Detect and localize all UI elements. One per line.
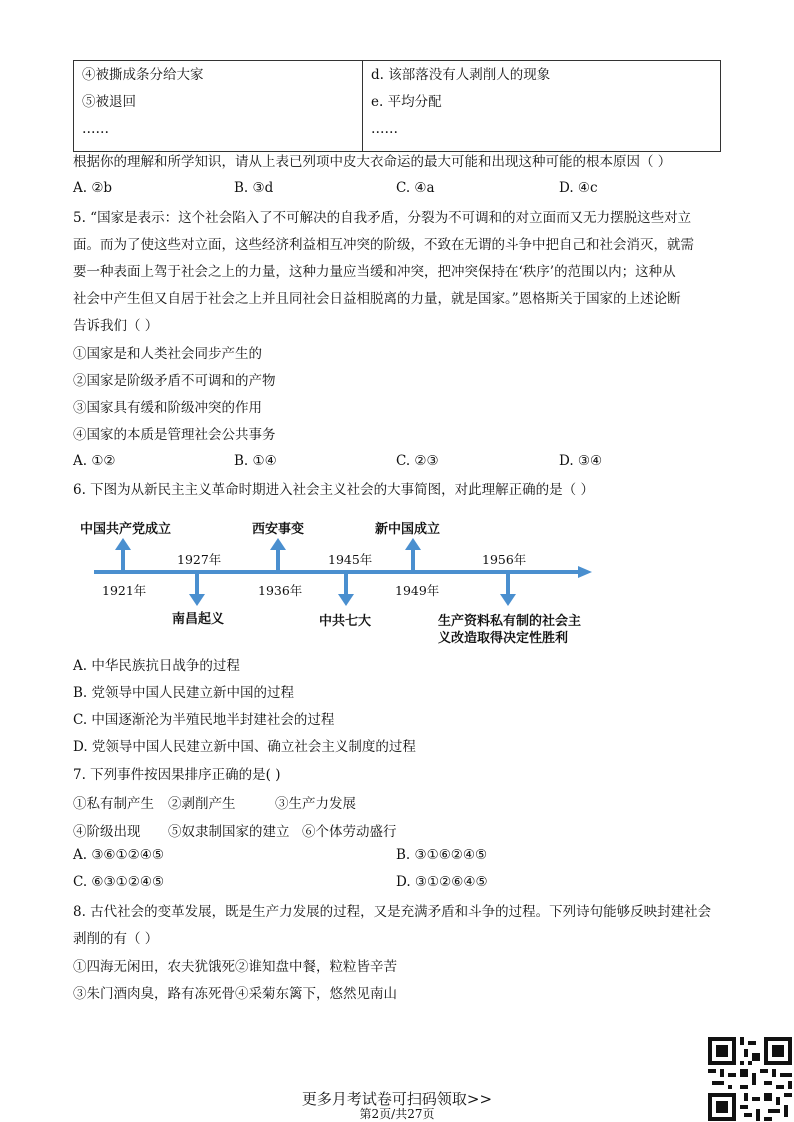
event-seventh-congress: 中共七大 <box>319 614 372 629</box>
table-left-item: ⑤被退回 <box>82 94 136 110</box>
q5-item: ①国家是和人类社会同步产生的 <box>73 346 262 362</box>
down-arrow-shaft <box>506 572 510 596</box>
down-arrow-head <box>189 594 205 606</box>
q7-option-b[interactable]: B. ③①⑥②④⑤ <box>396 847 488 863</box>
q6-option-c[interactable]: C. 中国逐渐沦为半殖民地半封建社会的过程 <box>73 712 335 728</box>
info-table <box>73 60 721 152</box>
q5-option-a[interactable]: A. ①② <box>73 453 116 469</box>
down-arrow-shaft <box>344 572 348 596</box>
table-right-item: …… <box>371 121 398 137</box>
up-arrow-shaft <box>411 548 415 572</box>
q4-stem: 根据你的理解和所学知识，请从上表已列项中皮大衣命运的最大可能和出现这种可能的根本原因（ ） <box>73 154 672 170</box>
q4-option-b[interactable]: B. ③d <box>234 180 274 196</box>
table-left-item: ④被撕成条分给大家 <box>82 67 204 83</box>
q7-item: ⑤奴隶制国家的建立 <box>168 824 290 840</box>
q5-stem-line: 面。而为了使这些对立面，这些经济利益相互冲突的阶级，不致在无谓的斗争中把自己和社会消灭，就需 <box>73 237 694 253</box>
q6-option-d[interactable]: D. 党领导中国人民建立新中国、确立社会主义制度的过程 <box>73 739 416 755</box>
q5-item: ③国家具有缓和阶级冲突的作用 <box>73 400 262 416</box>
q8-item: ③朱门酒肉臭，路有冻死骨④采菊东篱下，悠然见南山 <box>73 986 397 1002</box>
q7-item: ④阶级出现 <box>73 824 141 840</box>
event-socialist-transformation: 生产资料私有制的社会主 <box>438 614 582 629</box>
q6-option-a[interactable]: A. 中华民族抗日战争的过程 <box>73 658 240 674</box>
q7-item: ⑥个体劳动盛行 <box>302 824 397 840</box>
promo-text[interactable]: 更多月考试卷可扫码领取>> <box>301 1090 493 1108</box>
timeline-axis-head <box>578 566 592 578</box>
q7-item: ①私有制产生 <box>73 796 154 812</box>
q6-option-b[interactable]: B. 党领导中国人民建立新中国的过程 <box>73 685 295 701</box>
table-left-item: …… <box>82 121 109 137</box>
q5-stem-line: 5. “国家是表示：这个社会陷入了不可解决的自我矛盾，分裂为不可调和的对立面而又无力摆脱这些对立 <box>73 210 692 226</box>
q5-item: ②国家是阶级矛盾不可调和的产物 <box>73 373 276 389</box>
q5-stem-line: 要一种表面上驾于社会之上的力量，这种力量应当缓和冲突，把冲突保持在‘秩序’的范围以内；这种从 <box>73 264 676 280</box>
up-arrow-head <box>270 538 286 550</box>
q5-option-b[interactable]: B. ①④ <box>234 453 277 469</box>
q7-stem: 7. 下列事件按因果排序正确的是( ) <box>73 767 281 783</box>
year-label: 1949年 <box>395 583 440 598</box>
event-socialist-transformation-2: 义改造取得决定性胜利 <box>438 631 569 646</box>
q8-stem-line: 8. 古代社会的变革发展，既是生产力发展的过程，又是充满矛盾和斗争的过程。下列诗句能够反映封建社会 <box>73 904 712 920</box>
table-divider <box>362 61 363 151</box>
q4-option-a[interactable]: A. ②b <box>73 180 113 196</box>
up-arrow-shaft <box>276 548 280 572</box>
page-number: 第2页/共27页 <box>359 1107 435 1121</box>
q4-option-d[interactable]: D. ④c <box>559 180 598 196</box>
q7-option-d[interactable]: D. ③①②⑥④⑤ <box>396 874 488 890</box>
q5-item: ④国家的本质是管理社会公共事务 <box>73 427 276 443</box>
down-arrow-head <box>500 594 516 606</box>
event-xian-incident: 西安事变 <box>252 522 305 537</box>
q7-option-c[interactable]: C. ⑥③①②④⑤ <box>73 874 165 890</box>
event-cpc-founded: 中国共产党成立 <box>80 522 172 537</box>
q8-item: ①四海无闲田，农夫犹饿死②谁知盘中餐，粒粒皆辛苦 <box>73 959 397 975</box>
table-right-item: d. 该部落没有人剥削人的现象 <box>371 67 551 83</box>
year-label: 1927年 <box>177 552 222 567</box>
up-arrow-shaft <box>121 548 125 572</box>
up-arrow-head <box>115 538 131 550</box>
q4-option-c[interactable]: C. ④a <box>396 180 435 196</box>
down-arrow-head <box>338 594 354 606</box>
year-label: 1921年 <box>102 583 147 598</box>
q7-item: ③生产力发展 <box>275 796 356 812</box>
q5-stem-line: 告诉我们（ ） <box>73 318 159 334</box>
q5-option-c[interactable]: C. ②③ <box>396 453 439 469</box>
down-arrow-shaft <box>195 572 199 596</box>
q7-item: ②剥削产生 <box>168 796 236 812</box>
q5-option-d[interactable]: D. ③④ <box>559 453 603 469</box>
q6-stem: 6. 下图为从新民主主义革命时期进入社会主义社会的大事简图，对此理解正确的是（ ） <box>73 482 594 498</box>
event-prc-founded: 新中国成立 <box>375 522 441 537</box>
up-arrow-head <box>405 538 421 550</box>
year-label: 1945年 <box>328 552 373 567</box>
year-label: 1956年 <box>482 552 527 567</box>
q5-stem-line: 社会中产生但又自居于社会之上并且同社会日益相脱离的力量，就是国家。”恩格斯关于国家的上述论断 <box>73 291 681 307</box>
q7-option-a[interactable]: A. ③⑥①②④⑤ <box>73 847 164 863</box>
event-nanchang-uprising: 南昌起义 <box>172 612 225 627</box>
table-right-item: e. 平均分配 <box>371 94 442 110</box>
q8-stem-line: 剥削的有（ ） <box>73 931 159 947</box>
year-label: 1936年 <box>258 583 303 598</box>
